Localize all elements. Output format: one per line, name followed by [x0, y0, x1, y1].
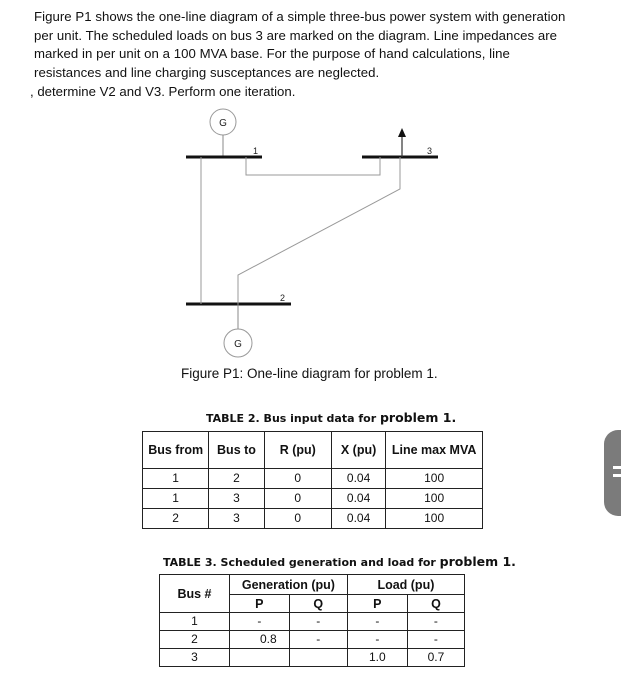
table3-subheader: P	[347, 595, 407, 613]
table-cell: 3	[209, 489, 264, 509]
table2-header: R (pu)	[264, 432, 331, 469]
table3-gen-header: Generation (pu)	[229, 575, 347, 595]
problem-line: per unit. The scheduled loads on bus 3 are marked on the diagram. Line impedances are	[34, 27, 558, 43]
table2-title-emph: problem 1.	[379, 410, 457, 425]
table-cell: 0.8	[229, 631, 289, 649]
table-cell: 100	[386, 469, 483, 489]
table3-load-header: Load (pu)	[347, 575, 464, 595]
problem-line: Figure P1 shows the one-line diagram of a simple three-bus power system with generation	[34, 9, 566, 24]
table-cell	[289, 649, 347, 667]
table-row	[143, 469, 483, 489]
table-cell: -	[407, 613, 464, 631]
table-cell: 2	[160, 631, 230, 649]
table3-title-emph: problem 1.	[439, 554, 516, 569]
table-cell: 1	[160, 613, 230, 631]
problem-line: resistances and line charging susceptances are neglected.	[34, 64, 380, 80]
table-cell: -	[289, 631, 347, 649]
table2-header: Bus to	[209, 432, 264, 469]
table2-title	[206, 410, 456, 425]
table-cell: 100	[386, 509, 483, 529]
generator-1-label: G	[219, 118, 227, 129]
grip-line	[613, 474, 621, 477]
bus-1-label: 1	[253, 146, 259, 156]
table-cell: 0	[264, 489, 331, 509]
table2-header: Bus from	[143, 432, 209, 469]
table-cell: 0.04	[331, 489, 385, 509]
table3-subheader: P	[229, 595, 289, 613]
table-cell: -	[229, 613, 289, 631]
table-cell: 1	[143, 489, 209, 509]
bus-input-table	[142, 431, 483, 529]
grip-line	[613, 466, 621, 469]
table-cell: 0.7	[407, 649, 464, 667]
table2-header: Line max MVA	[386, 432, 483, 469]
side-panel-tab[interactable]	[604, 430, 621, 516]
table2-title-prefix: TABLE 2. Bus input data for	[206, 412, 380, 425]
table-cell: -	[347, 631, 407, 649]
table-cell: 0	[264, 509, 331, 529]
table-cell: 1	[143, 469, 209, 489]
table2-header: X (pu)	[331, 432, 385, 469]
line-1-3	[246, 157, 380, 175]
table-cell: -	[407, 631, 464, 649]
table-row	[160, 613, 465, 631]
bus-3-label: 3	[427, 146, 433, 156]
table-cell	[229, 649, 289, 667]
table-cell: 3	[209, 509, 264, 529]
table-cell: 0	[264, 469, 331, 489]
table-cell: 2	[143, 509, 209, 529]
table-cell: 0.04	[331, 469, 385, 489]
table3-subheader: Q	[407, 595, 464, 613]
problem-line: marked in per unit on a 100 MVA base. For the purpose of hand calculations, line	[34, 46, 510, 62]
table3-title-prefix: TABLE 3. Scheduled generation and load for	[163, 556, 440, 569]
table-cell: 1.0	[347, 649, 407, 667]
table3-bus-header: Bus #	[160, 575, 230, 613]
table-row	[160, 631, 465, 649]
question-text: , determine V2 and V3. Perform one iteration.	[30, 84, 296, 99]
table3-subheader: Q	[289, 595, 347, 613]
table-row	[143, 489, 483, 509]
generator-2-label: G	[234, 339, 242, 350]
table-cell: 0.04	[331, 509, 385, 529]
load-arrow-icon	[398, 128, 406, 137]
table-cell: -	[347, 613, 407, 631]
table-row	[143, 509, 483, 529]
table-cell: 2	[209, 469, 264, 489]
table3-title	[163, 554, 516, 569]
scheduled-gen-load-table	[159, 574, 465, 667]
bus-2-label: 2	[280, 293, 286, 303]
line-2-3	[238, 157, 400, 304]
table-row	[160, 649, 465, 667]
figure-caption: Figure P1: One-line diagram for problem 1.	[181, 366, 438, 381]
table-cell: -	[289, 613, 347, 631]
table-cell: 3	[160, 649, 230, 667]
table-cell: 100	[386, 489, 483, 509]
